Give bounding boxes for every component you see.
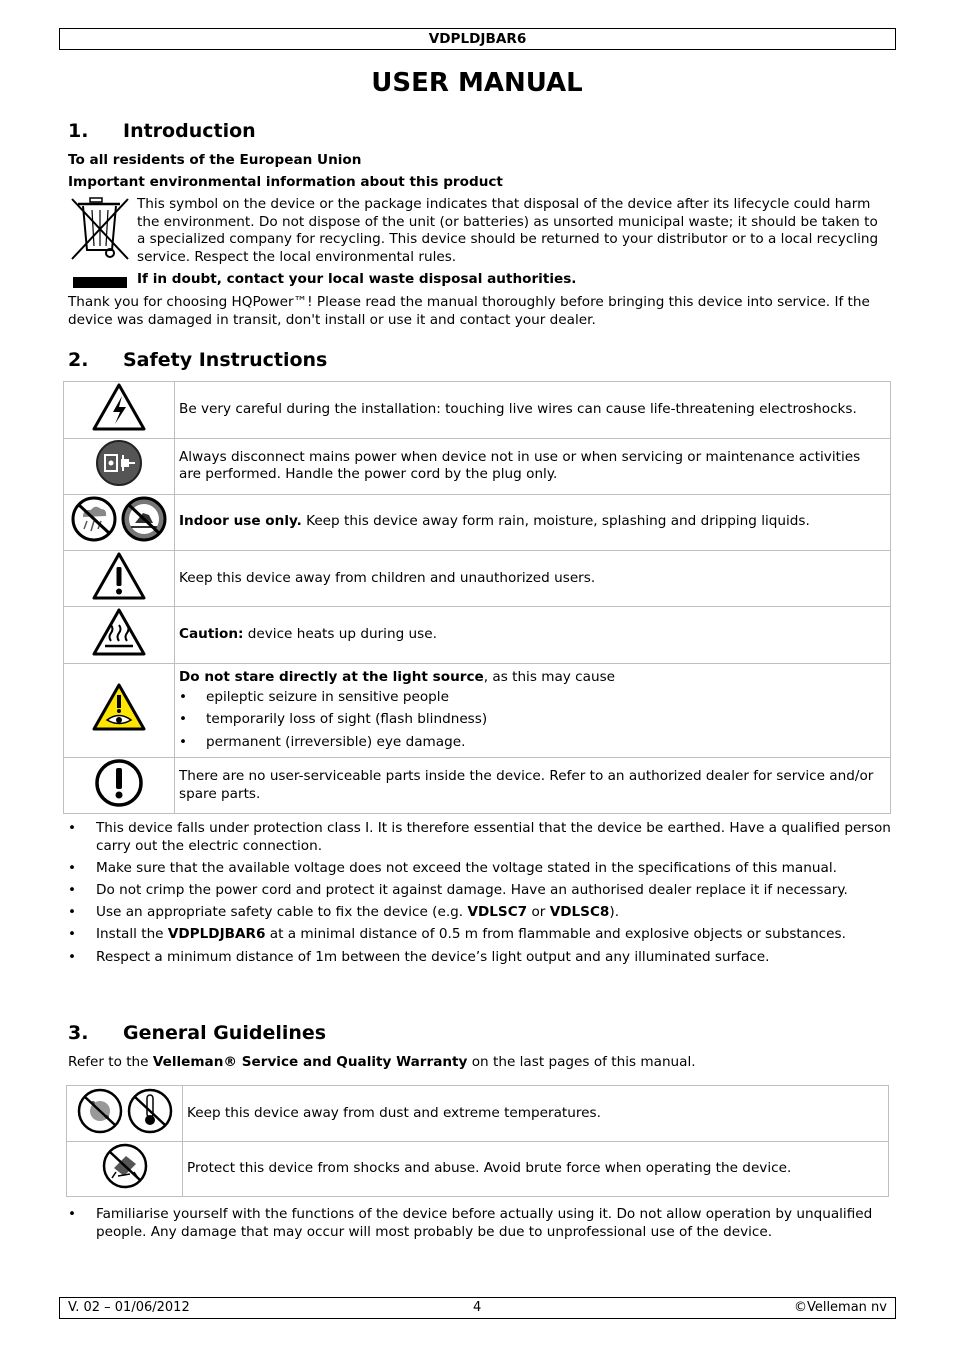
- exclamation-icon: [94, 758, 144, 808]
- safety-text-children: Keep this device away from children and unauthorized users.: [175, 550, 891, 607]
- list-item: • permanent (irreversible) eye damage.: [179, 734, 886, 752]
- warning-icon: [91, 551, 147, 601]
- general-row: [67, 1086, 889, 1142]
- safety-bullets: [68, 820, 898, 971]
- safety-row: [64, 382, 891, 439]
- safety-table: [63, 381, 891, 814]
- list-item: • Familiarise yourself with the functions of the device before actually using it. Do not allow operation by unqualified people. Any damage that may occur will most probably be due to unprofessional use of the device.: [68, 1206, 898, 1241]
- section-intro-heading: 1. Introduction: [68, 120, 256, 142]
- high-voltage-icon: [91, 382, 147, 432]
- safety-row: [64, 757, 891, 814]
- general-text-shock: Protect this device from shocks and abuse. Avoid brute force when operating the device.: [183, 1142, 889, 1197]
- footer: [59, 1297, 896, 1319]
- safety-row: [64, 494, 891, 550]
- safety-text-voltage: Be very careful during the installation: touching live wires can cause life-threatening electroshocks.: [175, 382, 891, 439]
- list-item: • temporarily loss of sight (flash blindness): [179, 711, 886, 729]
- safety-text-indoor: Indoor use only. Keep this device away form rain, moisture, splashing and dripping liquids.: [175, 494, 891, 550]
- footer-version: V. 02 – 01/06/2012: [68, 1300, 190, 1315]
- list-item: • Make sure that the available voltage does not exceed the voltage stated in the specifications of this manual.: [68, 860, 898, 878]
- general-bullets: [68, 1206, 898, 1246]
- list-item: • Respect a minimum distance of 1m between the device’s light output and any illuminated surface.: [68, 949, 898, 967]
- indoor-use-icon: [69, 495, 169, 543]
- safety-row: [64, 438, 891, 494]
- section-safety-heading: 2. Safety Instructions: [68, 349, 328, 371]
- dust-temperature-icon: [75, 1087, 175, 1135]
- intro-doubt: If in doubt, contact your local waste disposal authorities.: [137, 271, 577, 287]
- general-row: [67, 1142, 889, 1197]
- footer-copyright: ©Velleman nv: [793, 1300, 887, 1315]
- list-item: • This device falls under protection class I. It is therefore essential that the device be earthed. Have a qualified person carry out the electric connection.: [68, 820, 898, 855]
- safety-text-light: Do not stare directly at the light source, as this may cause • epileptic seizure in sensitive people • temporarily loss of sight (flash blindness) • permanent (irreversible) eye damage.: [175, 663, 891, 757]
- disconnect-mains-icon: [95, 439, 143, 487]
- general-table: [66, 1085, 889, 1197]
- page-title: USER MANUAL: [371, 68, 583, 98]
- intro-sub1: To all residents of the European Union: [68, 152, 362, 168]
- weee-bar-icon: [73, 277, 127, 288]
- intro-sub2: Important environmental information about this product: [68, 174, 503, 190]
- safety-text-service: There are no user-serviceable parts inside the device. Refer to an authorized dealer for service and/or spare parts.: [175, 757, 891, 814]
- section-general-heading: 3. General Guidelines: [68, 1022, 327, 1044]
- list-item: • Do not crimp the power cord and protect it against damage. Have an authorised dealer replace it if necessary.: [68, 882, 898, 900]
- safety-row: [64, 550, 891, 607]
- header-model: VDPLDJBAR6: [59, 28, 896, 50]
- footer-page-number: 4: [473, 1300, 482, 1315]
- list-item: • Install the VDPLDJBAR6 at a minimal distance of 0.5 m from flammable and explosive objects or substances.: [68, 926, 898, 944]
- safety-text-disconnect: Always disconnect mains power when device not in use or when servicing or maintenance activities are performed. Handle the power cord by the plug only.: [175, 438, 891, 494]
- list-item: • epileptic seizure in sensitive people: [179, 689, 886, 707]
- shock-icon: [100, 1142, 150, 1190]
- intro-thanks: Thank you for choosing HQPower™! Please read the manual thoroughly before bringing this device into service. If the device was damaged in transit, don't install or use it and contact your dealer.: [68, 294, 870, 328]
- safety-row: [64, 663, 891, 757]
- intro-env-text: This symbol on the device or the package indicates that disposal of the device after its lifecycle could harm the environment. Do not dispose of the unit (or batteries) as unsorted municipal waste; it should be taken to a specialized company for recycling. This device should be returned to your distributor or to a local recycling service. Respect the local environmental rules.: [137, 196, 879, 265]
- general-text-dust: Keep this device away from dust and extreme temperatures.: [183, 1086, 889, 1142]
- general-refer: Refer to the Velleman® Service and Quality Warranty on the last pages of this manual.: [68, 1054, 696, 1070]
- hot-surface-icon: [91, 607, 147, 657]
- safety-row: [64, 607, 891, 664]
- weee-bin-icon: [68, 196, 132, 262]
- safety-text-heat: Caution: device heats up during use.: [175, 607, 891, 664]
- eye-hazard-icon: [91, 682, 147, 732]
- list-item: • Use an appropriate safety cable to fix the device (e.g. VDLSC7 or VDLSC8).: [68, 904, 898, 922]
